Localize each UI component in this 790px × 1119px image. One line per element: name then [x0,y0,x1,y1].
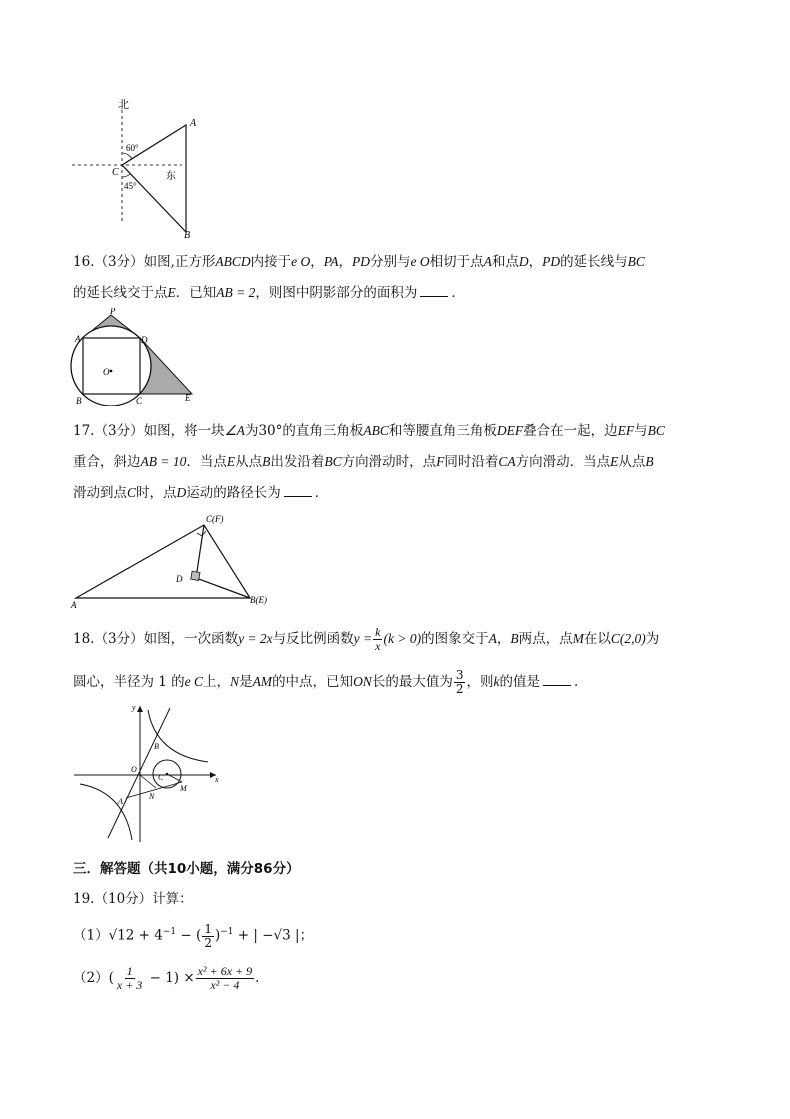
q18-point-c: C(2,0) [610,631,646,646]
label-CF: C(F) [206,514,224,524]
q16-ab-eq: AB = 2 [216,285,256,300]
q17-def: DEF [496,423,524,438]
q16-point-e: E [167,285,176,300]
q17-text: 同时沿着 [444,454,499,470]
figure-q17 [66,512,286,610]
q17-point-c: C [127,485,137,500]
east-label: 东 [166,171,176,182]
q18-text: 是 [239,674,253,690]
q19-expr: + | −√3 | [233,927,300,944]
q17-text: 的直角三角板 [282,423,364,439]
q16-text: ，则图中阴影部分的面积为 [255,285,418,301]
q19-expr: − 1) × [145,970,195,986]
answer-blank [543,673,571,686]
q18-text: 的中点，已知 [272,674,354,690]
angle-45-label: 45° [124,181,137,191]
q17-text: 为 [244,423,259,439]
q16-pd: PD [542,254,561,269]
q18-text: 两点，点 [518,631,573,647]
q17-line3 [73,483,328,503]
q18-text: 的图象交于 [421,631,489,647]
label-A: A [190,118,197,129]
q19-expr: − ( [176,927,202,944]
frac-denominator: x² − 4 [210,978,240,992]
q18-k-condition: (k > 0) [383,631,422,646]
label-B: B [184,230,191,241]
q16-circle-o: e O [410,254,430,269]
figure-q16 [68,308,198,406]
q19-part-label: （2） [73,970,109,986]
q16-point-a: A [483,254,492,269]
q17-point-e: E [610,454,619,469]
angle-60-label: 60° [126,143,139,153]
q18-k: k [493,674,500,689]
q16-pa: PA [323,254,339,269]
q19-number: 19. [73,891,95,907]
q19-score: （10分） [94,891,153,907]
north-label: 北 [118,99,129,111]
q18-number: 18. [73,631,95,647]
q17-bc: BC [324,454,342,469]
label-E: E [185,393,191,403]
q16-text: ， [310,254,324,270]
q17-point-f: F [436,454,445,469]
q17-text: 时，点 [136,485,177,501]
q18-text: 的值是 [499,674,540,690]
q16-text: 内接于 [250,254,292,270]
q16-text: 如图,正方形 [143,254,216,270]
q17-text: 叠合在一起，边 [523,423,618,439]
q16-number: 16. [73,254,95,270]
q17-text: 运动的路径长为 [186,485,281,501]
q17-text: 如图，将一块 [143,423,225,439]
q19-part-label: （1） [73,927,109,944]
q18-point-n: N [230,674,240,689]
q17-point-b: B [645,454,654,469]
q17-text: 出发沿着 [270,454,325,470]
q16-text: ， [338,254,353,270]
frac-denominator: x + 3 [116,978,143,992]
q16-text: 和点 [491,254,519,270]
frac-numerator: 1 [204,921,212,936]
q16-pd: PD [352,254,371,269]
q17-deg: 30° [258,423,283,439]
q19-half-fraction [202,923,214,950]
label-C: C [112,167,119,178]
q18-max-fraction [454,669,466,696]
section-title: 三．解答题（共10小题，满分86分） [73,861,300,877]
q18-text: 长的最大值为 [371,674,453,690]
label-A: A [75,334,81,344]
label-C: C [158,773,164,782]
q17-ca: CA [498,454,516,469]
label-O: O [131,765,137,774]
q17-bc: BC [647,423,665,438]
q17-point-b: B [262,454,271,469]
q16-line1 [73,252,645,272]
q16-end: ． [451,285,465,301]
label-D: D [176,574,183,584]
frac-denominator: 2 [204,935,212,950]
q16-text: 的延长线交于点 [73,285,168,301]
q18-linear-function: y = 2x [238,631,273,646]
frac-denominator: 2 [455,682,464,696]
q16-text: ， [528,254,543,270]
q16-text: 相切于点 [429,254,484,270]
label-x: x [215,775,219,784]
frac-numerator: 1 [126,964,133,978]
q19-end: ． [255,970,269,986]
label-M: M [180,784,187,793]
q18-line2 [73,669,587,696]
label-N: N [149,792,155,801]
q17-ab-eq: AB = 10 [140,454,187,469]
label-B: B [154,742,159,751]
q18-point-a: A [488,631,497,646]
q19-line1 [73,889,193,909]
q17-line1 [73,421,665,441]
q19-exponent: −1 [220,927,234,937]
q18-text: ，则 [466,674,494,690]
frac-numerator: x² + 6x + 9 [197,964,253,978]
q17-text: 滑动到点 [73,485,127,501]
label-B: B [76,396,82,406]
answer-blank [284,484,312,497]
q19-expr: ) [214,927,221,944]
q19-expr: √12 + 4 [108,927,163,944]
q19-part2 [73,965,269,992]
q18-text: 上， [203,674,231,690]
q16-text: ．已知 [175,285,217,301]
q17-line2 [73,452,654,472]
q17-abc: ABC [363,423,389,438]
q18-on: ON [353,674,372,689]
q19-part1 [73,922,313,950]
q16-circle-o: e O [291,254,311,269]
label-C: C [136,396,143,406]
q18-text: ， [496,631,511,647]
q19-fraction-2 [196,965,254,992]
label-O: O [103,367,110,377]
q17-number: 17. [73,423,95,439]
label-D: D [141,335,148,345]
frac-denominator: x [375,639,381,653]
q18-point-m: M [572,631,584,646]
q17-text: ．当点 [186,454,227,470]
q16-abcd: ABCD [215,254,251,269]
q17-text: 重合，斜边 [73,454,141,470]
frac-numerator: 3 [455,668,464,682]
q17-end: ． [314,485,329,501]
q17-text: 从点 [235,454,263,470]
q16-line2 [73,283,465,303]
q17-score: （3分） [94,423,144,439]
q16-text: 的延长线与 [560,254,628,270]
q19-fraction-1 [115,965,144,992]
q18-line1 [73,626,659,653]
q16-point-d: D [518,254,529,269]
q18-y-eq: y = [353,631,373,646]
answer-blank [420,284,448,297]
label-A: A [118,797,123,806]
q17-point-e: E [226,454,236,469]
q16-score: （3分） [94,254,144,270]
q18-end: ． [573,674,588,690]
figure-q15 [64,96,204,242]
q19-exponent: −1 [162,927,177,937]
label-A: A [71,600,77,610]
q16-bc: BC [627,254,645,269]
q19-text: 计算： [152,891,193,907]
q18-text: 如图，一次函数 [143,631,239,647]
q16-text: 分别与 [370,254,411,270]
q18-text: 为 [645,631,660,647]
q19-end: ； [299,927,314,944]
q18-text: 与反比例函数 [272,631,354,647]
q18-text: 在以 [583,631,611,647]
q18-score: （3分） [94,631,144,647]
q17-text: 方向滑动时，点 [341,454,437,470]
q19-expr: ( [108,970,114,986]
q18-k-over-x [373,626,382,653]
label-P: P [110,308,116,316]
frac-numerator: k [375,625,381,639]
q18-circle-c: e C [184,674,204,689]
q17-text: 与 [634,423,648,439]
q17-ef: EF [617,423,635,438]
q17-point-d: D [176,485,187,500]
q17-text: 从点 [618,454,646,470]
q18-text: 圆心，半径为 1 的 [73,674,185,690]
figure-q18 [70,700,230,845]
q18-point-b: B [510,631,519,646]
label-BE: B(E) [250,595,267,605]
q17-text: 和等腰直角三角板 [388,423,497,439]
label-y: y [132,703,136,712]
q18-am: AM [252,674,273,689]
q17-text: 方向滑动．当点 [515,454,611,470]
q17-angle-a: ∠A [224,423,245,438]
